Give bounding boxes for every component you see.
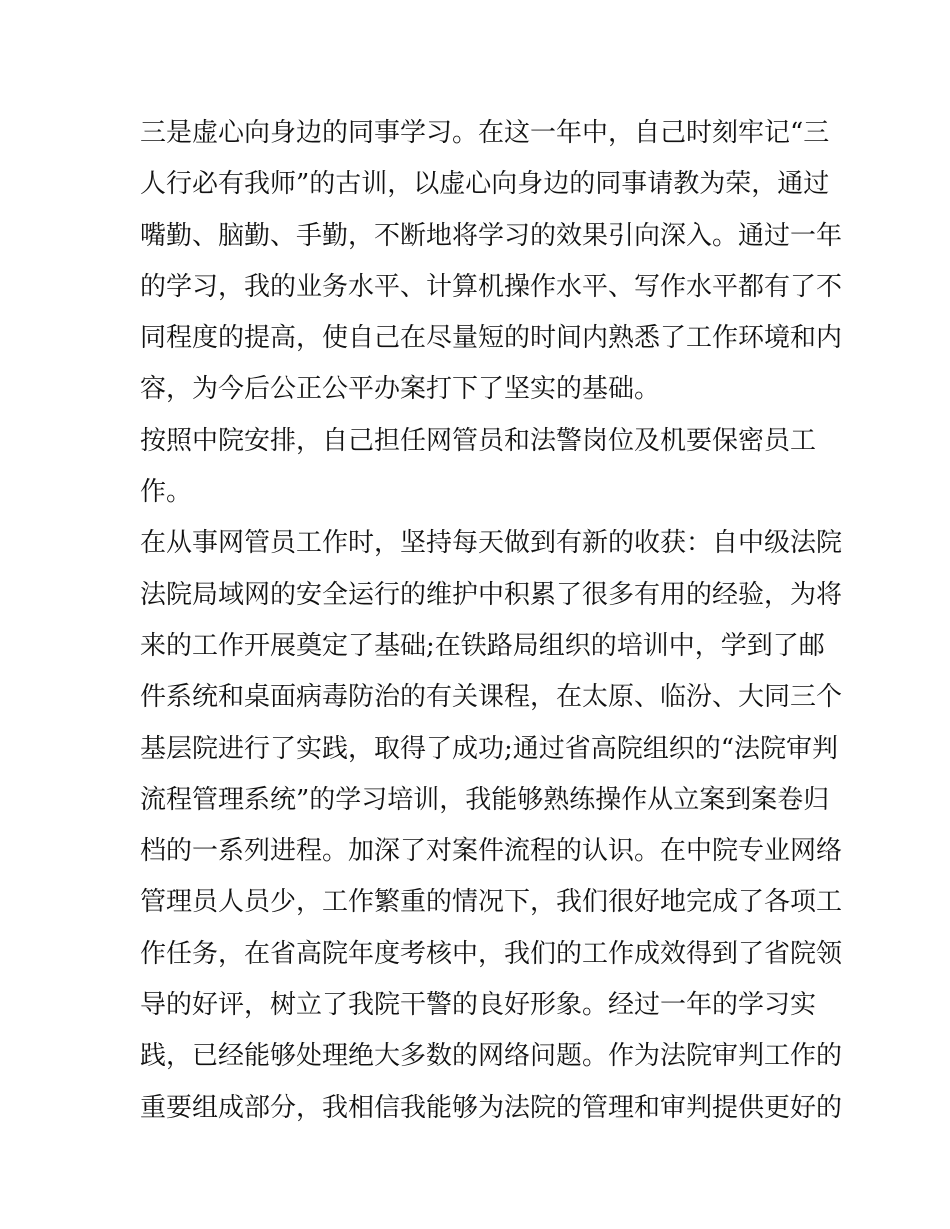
text-line: 作。 (140, 477, 193, 508)
text-line: 法院局域网的安全运行的维护中积累了很多有用的经验，为将 (140, 579, 843, 610)
text-line: 导的好评，树立了我院干警的良好形象。经过一年的学习实 (140, 990, 817, 1021)
text-line: 流程管理系统”的学习培训，我能够熟练操作从立案到案卷归 (140, 784, 830, 815)
text-line: 践，已经能够处理绝大多数的网络问题。作为法院审判工作的 (140, 1041, 843, 1072)
text-line: 三是虚心向身边的同事学习。在这一年中，自己时刻牢记“三 (140, 118, 830, 148)
text-line: 来的工作开展奠定了基础;在铁路局组织的培训中，学到了邮 (140, 630, 825, 661)
text-line: 嘴勤、脑勤、手勤，不断地将学习的效果引向深入。通过一年 (140, 220, 843, 251)
text-line: 人行必有我师”的古训，以虚心向身边的同事请教为荣，通过 (140, 169, 830, 200)
text-line: 同程度的提高，使自己在尽量短的时间内熟悉了工作环境和内 (140, 323, 843, 354)
text-line: 件系统和桌面病毒防治的有关课程，在太原、临汾、大同三个 (140, 682, 843, 713)
text-line: 的学习，我的业务水平、计算机操作水平、写作水平都有了不 (140, 271, 843, 302)
text-line: 基层院进行了实践，取得了成功;通过省高院组织的“法院审判 (140, 733, 839, 764)
text-line: 按照中院安排，自己担任网管员和法警岗位及机要保密员工 (140, 425, 817, 456)
text-line: 管理员人员少，工作繁重的情况下，我们很好地完成了各项工 (140, 887, 843, 918)
text-line: 重要组成部分，我相信我能够为法院的管理和审判提供更好的 (140, 1092, 843, 1123)
document-body (140, 108, 843, 1134)
text-line: 作任务，在省高院年度考核中，我们的工作成效得到了省院领 (140, 938, 843, 969)
text-line: 容，为今后公正公平办案打下了坚实的基础。 (140, 374, 661, 405)
text-line: 档的一系列进程。加深了对案件流程的认识。在中院专业网络 (140, 836, 843, 867)
text-line: 在从事网管员工作时，坚持每天做到有新的收获：自中级法院 (140, 528, 843, 559)
